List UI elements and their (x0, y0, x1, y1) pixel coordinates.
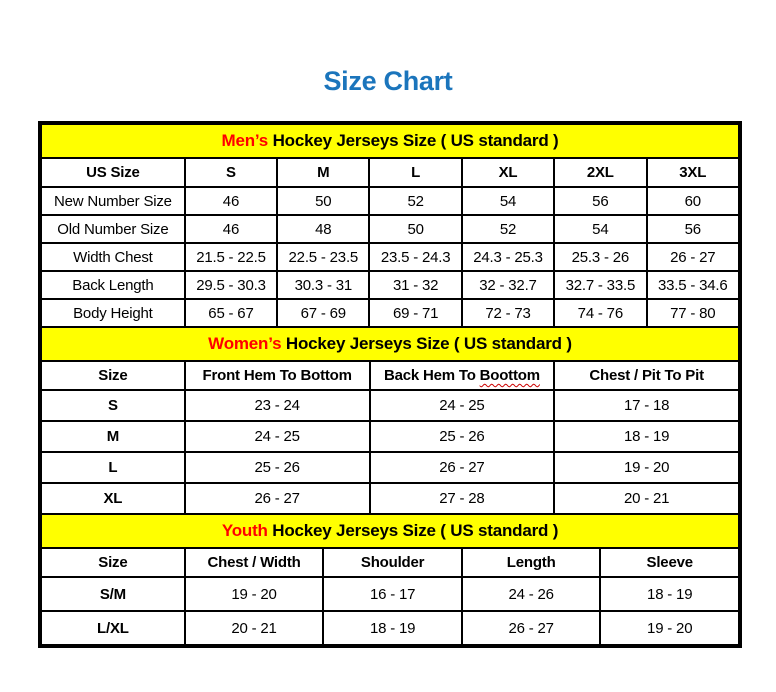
womens-size-table (40, 326, 740, 515)
mens-section-banner (41, 124, 739, 158)
row-label: Body Height (41, 299, 185, 327)
size-cell: 72 - 73 (462, 299, 554, 327)
size-cell: 25.3 - 26 (554, 243, 646, 271)
womens-header-row (41, 361, 739, 390)
size-chart-container (38, 121, 742, 648)
size-cell: 29.5 - 30.3 (185, 271, 277, 299)
size-cell: 24 - 25 (370, 390, 555, 421)
size-cell: 54 (554, 215, 646, 243)
size-cell: 32.7 - 33.5 (554, 271, 646, 299)
size-cell: 52 (462, 215, 554, 243)
size-cell: 18 - 19 (323, 611, 462, 645)
size-cell: 32 - 32.7 (462, 271, 554, 299)
size-cell: 23.5 - 24.3 (369, 243, 461, 271)
column-header: L (369, 158, 461, 187)
size-cell: 19 - 20 (600, 611, 739, 645)
mens-banner-highlight: Men’s (221, 131, 269, 150)
row-label: Old Number Size (41, 215, 185, 243)
row-label: S/M (41, 577, 185, 611)
youth-header-row (41, 548, 739, 577)
column-header: 3XL (647, 158, 740, 187)
youth-banner-cell (41, 514, 739, 548)
womens-banner-highlight: Women’s (208, 334, 282, 353)
size-cell: 31 - 32 (369, 271, 461, 299)
size-cell: 26 - 27 (185, 483, 370, 514)
column-header: Size (41, 548, 185, 577)
size-cell: 56 (647, 215, 740, 243)
size-cell: 46 (185, 187, 277, 215)
table-row (41, 243, 739, 271)
size-cell: 18 - 19 (554, 421, 739, 452)
womens-banner-cell (41, 327, 739, 361)
size-cell: 20 - 21 (185, 611, 324, 645)
youth-section-banner (41, 514, 739, 548)
size-cell: 22.5 - 23.5 (277, 243, 369, 271)
table-row (41, 452, 739, 483)
size-cell: 50 (277, 187, 369, 215)
row-label: XL (41, 483, 185, 514)
table-row (41, 483, 739, 514)
size-cell: 56 (554, 187, 646, 215)
youth-banner-highlight: Youth (221, 521, 268, 540)
size-cell: 19 - 20 (185, 577, 324, 611)
size-cell: 54 (462, 187, 554, 215)
mens-banner-cell (41, 124, 739, 158)
column-header: Sleeve (600, 548, 739, 577)
size-cell: 24 - 26 (462, 577, 601, 611)
size-cell: 26 - 27 (370, 452, 555, 483)
column-header: Chest / Pit To Pit (554, 361, 739, 390)
size-cell: 77 - 80 (647, 299, 740, 327)
column-header: US Size (41, 158, 185, 187)
row-label: L/XL (41, 611, 185, 645)
size-cell: 25 - 26 (185, 452, 370, 483)
table-row (41, 577, 739, 611)
size-cell: 24 - 25 (185, 421, 370, 452)
size-cell: 19 - 20 (554, 452, 739, 483)
column-header: Chest / Width (185, 548, 324, 577)
row-label: M (41, 421, 185, 452)
size-cell: 30.3 - 31 (277, 271, 369, 299)
row-label: L (41, 452, 185, 483)
column-header: 2XL (554, 158, 646, 187)
size-cell: 25 - 26 (370, 421, 555, 452)
row-label: New Number Size (41, 187, 185, 215)
size-cell: 16 - 17 (323, 577, 462, 611)
table-row (41, 611, 739, 645)
womens-section-banner (41, 327, 739, 361)
table-row (41, 390, 739, 421)
size-cell: 33.5 - 34.6 (647, 271, 740, 299)
page-title: Size Chart (323, 66, 453, 96)
size-cell: 60 (647, 187, 740, 215)
row-label: S (41, 390, 185, 421)
table-row (41, 215, 739, 243)
size-cell: 21.5 - 22.5 (185, 243, 277, 271)
youth-banner-rest: Hockey Jerseys Size ( US standard ) (267, 521, 559, 540)
column-header: XL (462, 158, 554, 187)
size-cell: 24.3 - 25.3 (462, 243, 554, 271)
size-cell: 48 (277, 215, 369, 243)
table-row (41, 271, 739, 299)
column-header: M (277, 158, 369, 187)
size-cell: 50 (369, 215, 461, 243)
row-label: Width Chest (41, 243, 185, 271)
size-cell: 74 - 76 (554, 299, 646, 327)
misspelled-word: Boottom (479, 367, 540, 384)
mens-header-row (41, 158, 739, 187)
size-cell: 67 - 69 (277, 299, 369, 327)
row-label: Back Length (41, 271, 185, 299)
size-cell: 46 (185, 215, 277, 243)
mens-size-table (40, 123, 740, 328)
size-cell: 65 - 67 (185, 299, 277, 327)
column-header: Shoulder (323, 548, 462, 577)
youth-size-table (40, 513, 740, 646)
table-row (41, 421, 739, 452)
table-row (41, 187, 739, 215)
column-header: Size (41, 361, 185, 390)
table-row (41, 299, 739, 327)
size-cell: 20 - 21 (554, 483, 739, 514)
column-header: Back Hem To Boottom (370, 361, 555, 390)
size-cell: 27 - 28 (370, 483, 555, 514)
mens-banner-rest: Hockey Jerseys Size ( US standard ) (268, 131, 559, 150)
size-cell: 52 (369, 187, 461, 215)
size-cell: 26 - 27 (647, 243, 740, 271)
column-header: S (185, 158, 277, 187)
size-cell: 26 - 27 (462, 611, 601, 645)
column-header: Front Hem To Bottom (185, 361, 370, 390)
womens-banner-rest: Hockey Jerseys Size ( US standard ) (281, 334, 572, 353)
size-cell: 69 - 71 (369, 299, 461, 327)
column-header: Length (462, 548, 601, 577)
size-cell: 17 - 18 (554, 390, 739, 421)
size-cell: 18 - 19 (600, 577, 739, 611)
size-cell: 23 - 24 (185, 390, 370, 421)
